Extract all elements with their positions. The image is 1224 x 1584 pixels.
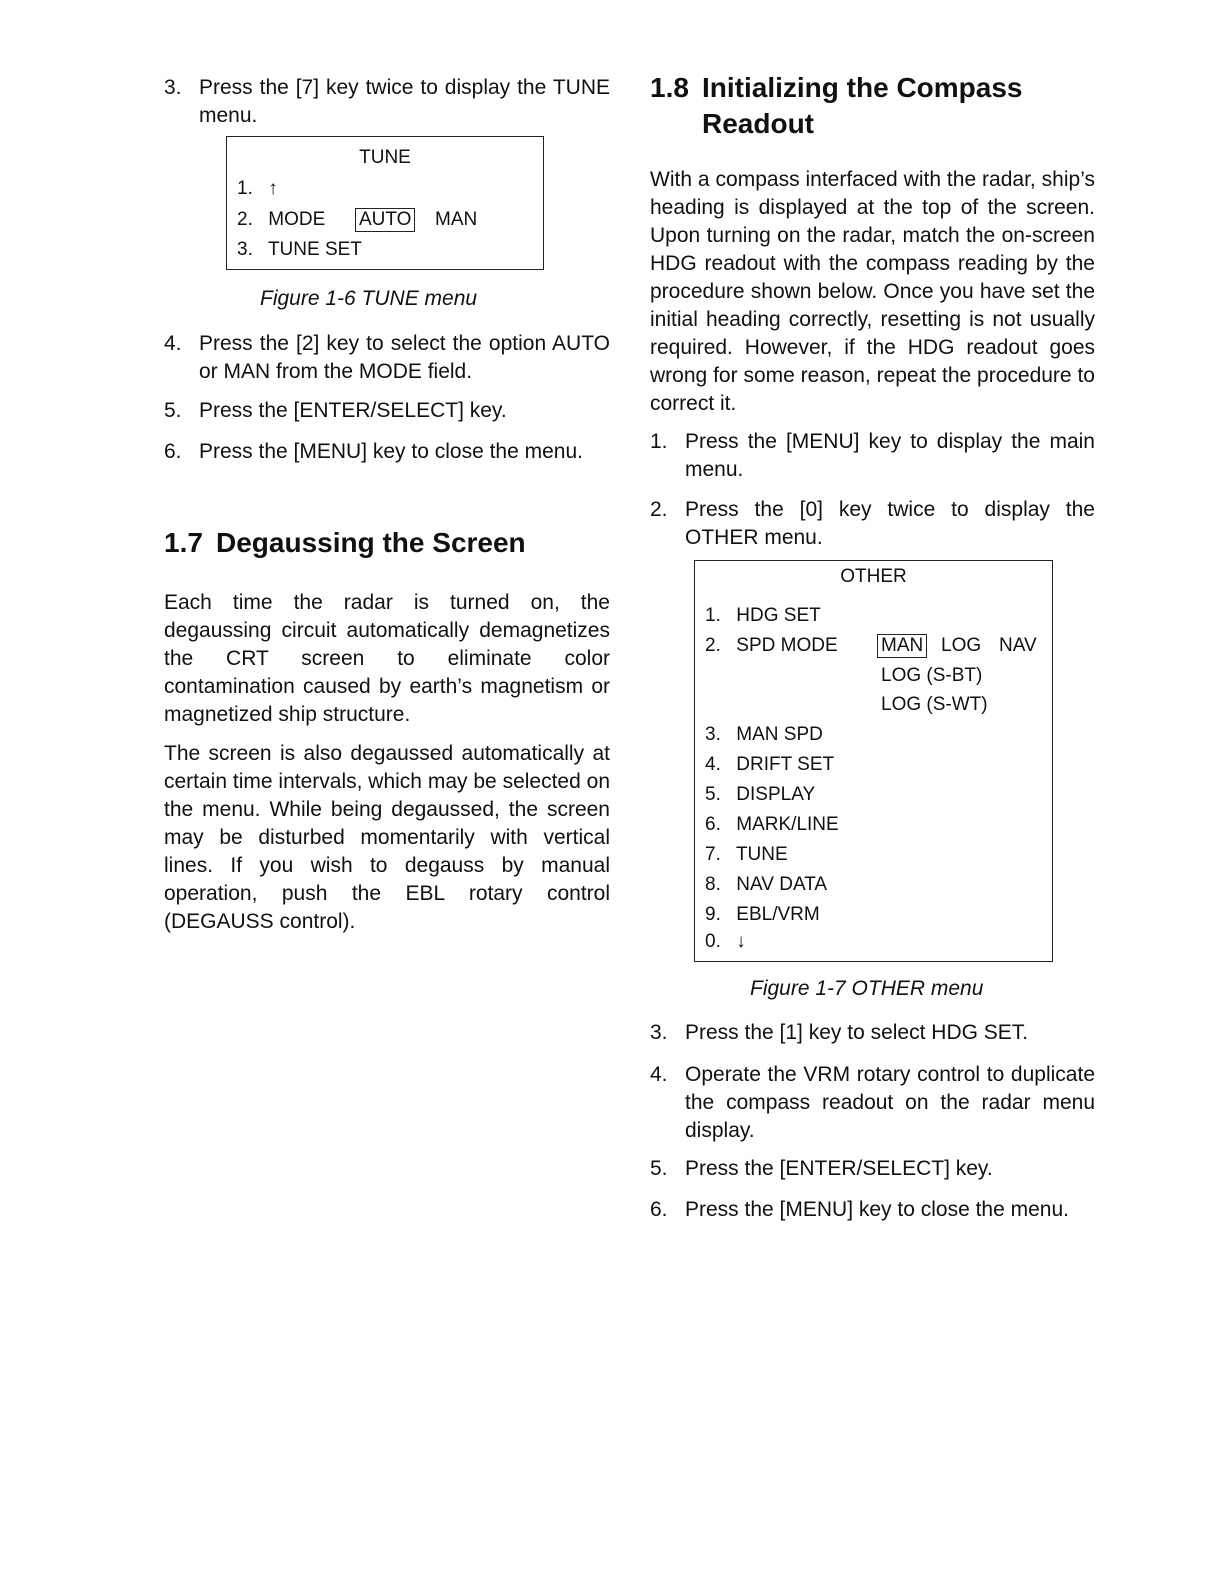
menu-row-number: 1. <box>237 178 253 199</box>
step-3-other <box>650 1019 1095 1047</box>
menu-row-number: 0. <box>705 931 721 952</box>
menu-row <box>705 900 1046 930</box>
step-5-other <box>650 1155 1095 1183</box>
option: LOG (S-WT) <box>881 694 988 715</box>
selected-option: MAN <box>877 634 927 658</box>
step-4-other <box>650 1061 1095 1145</box>
menu-title: TUNE <box>359 147 411 168</box>
menu-row-number: 8. <box>705 874 721 895</box>
step-6-tune <box>164 438 610 466</box>
menu-row-label: DISPLAY <box>736 784 816 805</box>
section-number: 1.7 <box>164 527 203 558</box>
menu-row <box>705 870 1046 900</box>
menu-row <box>705 927 1046 957</box>
step-number: 6. <box>164 440 182 463</box>
paragraph: With a compass interfaced with the radar, ship’s heading is displayed at the top of the screen. Upon turning on the radar, match the on-screen HDG readout with the compass reading by the procedure shown below. Once you have set the initial heading correctly, resetting is not usually required. However, if the HDG readout goes wrong for some reason, repeat the procedure to correct it. <box>650 168 1095 415</box>
menu-row-label: DRIFT SET <box>736 754 835 775</box>
menu-row-label: MODE <box>268 209 326 230</box>
selected-option: AUTO <box>355 208 415 232</box>
step-text: Press the [ENTER/SELECT] key. <box>199 399 507 422</box>
step-text: Press the [0] key twice to display the OTHER menu. <box>685 498 1095 549</box>
menu-title: OTHER <box>840 566 907 587</box>
step-text: Operate the VRM rotary control to duplicate the compass readout on the radar menu display. <box>685 1063 1095 1142</box>
other-menu-figure <box>694 560 1053 962</box>
paragraph: Each time the radar is turned on, the degaussing circuit automatically demagnetizes the CRT screen to eliminate color contamination caused by earth’s magnetism or magnetized ship structure. <box>164 591 610 726</box>
section-heading-1-8 <box>650 70 1022 142</box>
step-number: 4. <box>650 1063 668 1086</box>
tune-menu-figure <box>226 136 544 270</box>
section-heading-1-7 <box>164 525 526 561</box>
menu-row-number: 1. <box>705 605 721 626</box>
figure-caption: Figure 1-7 OTHER menu <box>750 977 984 1000</box>
menu-row-label: TUNE SET <box>267 239 362 260</box>
step-text: Press the [1] key to select HDG SET. <box>685 1021 1029 1044</box>
menu-row-label: NAV DATA <box>736 874 828 895</box>
step-text: Press the [MENU] key to close the menu. <box>199 440 583 463</box>
step-text: Press the [ENTER/SELECT] key. <box>685 1157 993 1180</box>
up-arrow-icon: ↑ <box>268 178 278 199</box>
section-title-line-2: Readout <box>702 108 814 139</box>
menu-row-number: 4. <box>705 754 721 775</box>
menu-row-number: 2. <box>705 635 721 656</box>
menu-row <box>705 631 1046 661</box>
menu-row <box>705 601 1046 631</box>
step-3-tune <box>164 74 610 130</box>
step-number: 5. <box>164 399 182 422</box>
menu-row <box>705 780 1046 810</box>
menu-row-label: MARK/LINE <box>736 814 839 835</box>
menu-row-label: TUNE <box>735 844 788 865</box>
step-2-other <box>650 496 1095 552</box>
menu-row <box>237 205 537 235</box>
figure-caption: Figure 1-6 TUNE menu <box>260 287 478 310</box>
step-text: Press the [MENU] key to display the main menu. <box>685 430 1095 481</box>
menu-row-number: 7. <box>705 844 721 865</box>
menu-row-number: 5. <box>705 784 721 805</box>
menu-row-number: 3. <box>705 724 721 745</box>
menu-row-label: SPD MODE <box>736 635 838 656</box>
step-number: 3. <box>164 76 182 99</box>
step-text: Press the [2] key to select the option AUTO or MAN from the MODE field. <box>199 332 610 383</box>
menu-row-continuation <box>705 661 1046 691</box>
section-title: Degaussing the Screen <box>216 527 526 558</box>
menu-row <box>237 235 537 265</box>
step-text: Press the [7] key twice to display the TUNE menu. <box>199 76 610 127</box>
step-1-other <box>650 428 1095 484</box>
step-number: 5. <box>650 1157 668 1180</box>
menu-row-number: 3. <box>237 239 253 260</box>
option: NAV <box>999 635 1037 656</box>
option: LOG <box>941 635 982 656</box>
menu-row-number: 6. <box>705 814 721 835</box>
paragraph: The screen is also degaussed automatically at certain time intervals, which may be selected on the menu. While being degaussed, the screen may be disturbed momentarily with vertical lines. If you wish to degauss by manual operation, push the EBL rotary control (DEGAUSS control). <box>164 742 610 933</box>
step-5-tune <box>164 397 610 425</box>
step-number: 4. <box>164 332 182 355</box>
menu-row-number: 9. <box>705 904 721 925</box>
menu-row-continuation <box>705 690 1046 720</box>
section-title: Initializing the Compass <box>702 72 1023 103</box>
menu-row-number: 2. <box>237 209 253 230</box>
step-4-tune <box>164 330 610 386</box>
menu-row-label: HDG SET <box>736 605 821 626</box>
step-text: Press the [MENU] key to close the menu. <box>685 1198 1069 1221</box>
step-number: 1. <box>650 430 668 453</box>
menu-row <box>705 720 1046 750</box>
option: MAN <box>435 209 478 230</box>
step-number: 2. <box>650 498 668 521</box>
step-number: 6. <box>650 1198 668 1221</box>
step-number: 3. <box>650 1021 668 1044</box>
menu-row <box>705 840 1046 870</box>
section-number: 1.8 <box>650 72 689 103</box>
step-6-other <box>650 1196 1095 1224</box>
menu-row-label: MAN SPD <box>736 724 823 745</box>
menu-row <box>705 810 1046 840</box>
down-arrow-icon: ↓ <box>736 931 746 952</box>
menu-row-label: EBL/VRM <box>736 904 820 925</box>
option: LOG (S-BT) <box>881 665 983 686</box>
menu-row <box>237 174 537 204</box>
menu-row <box>705 750 1046 780</box>
